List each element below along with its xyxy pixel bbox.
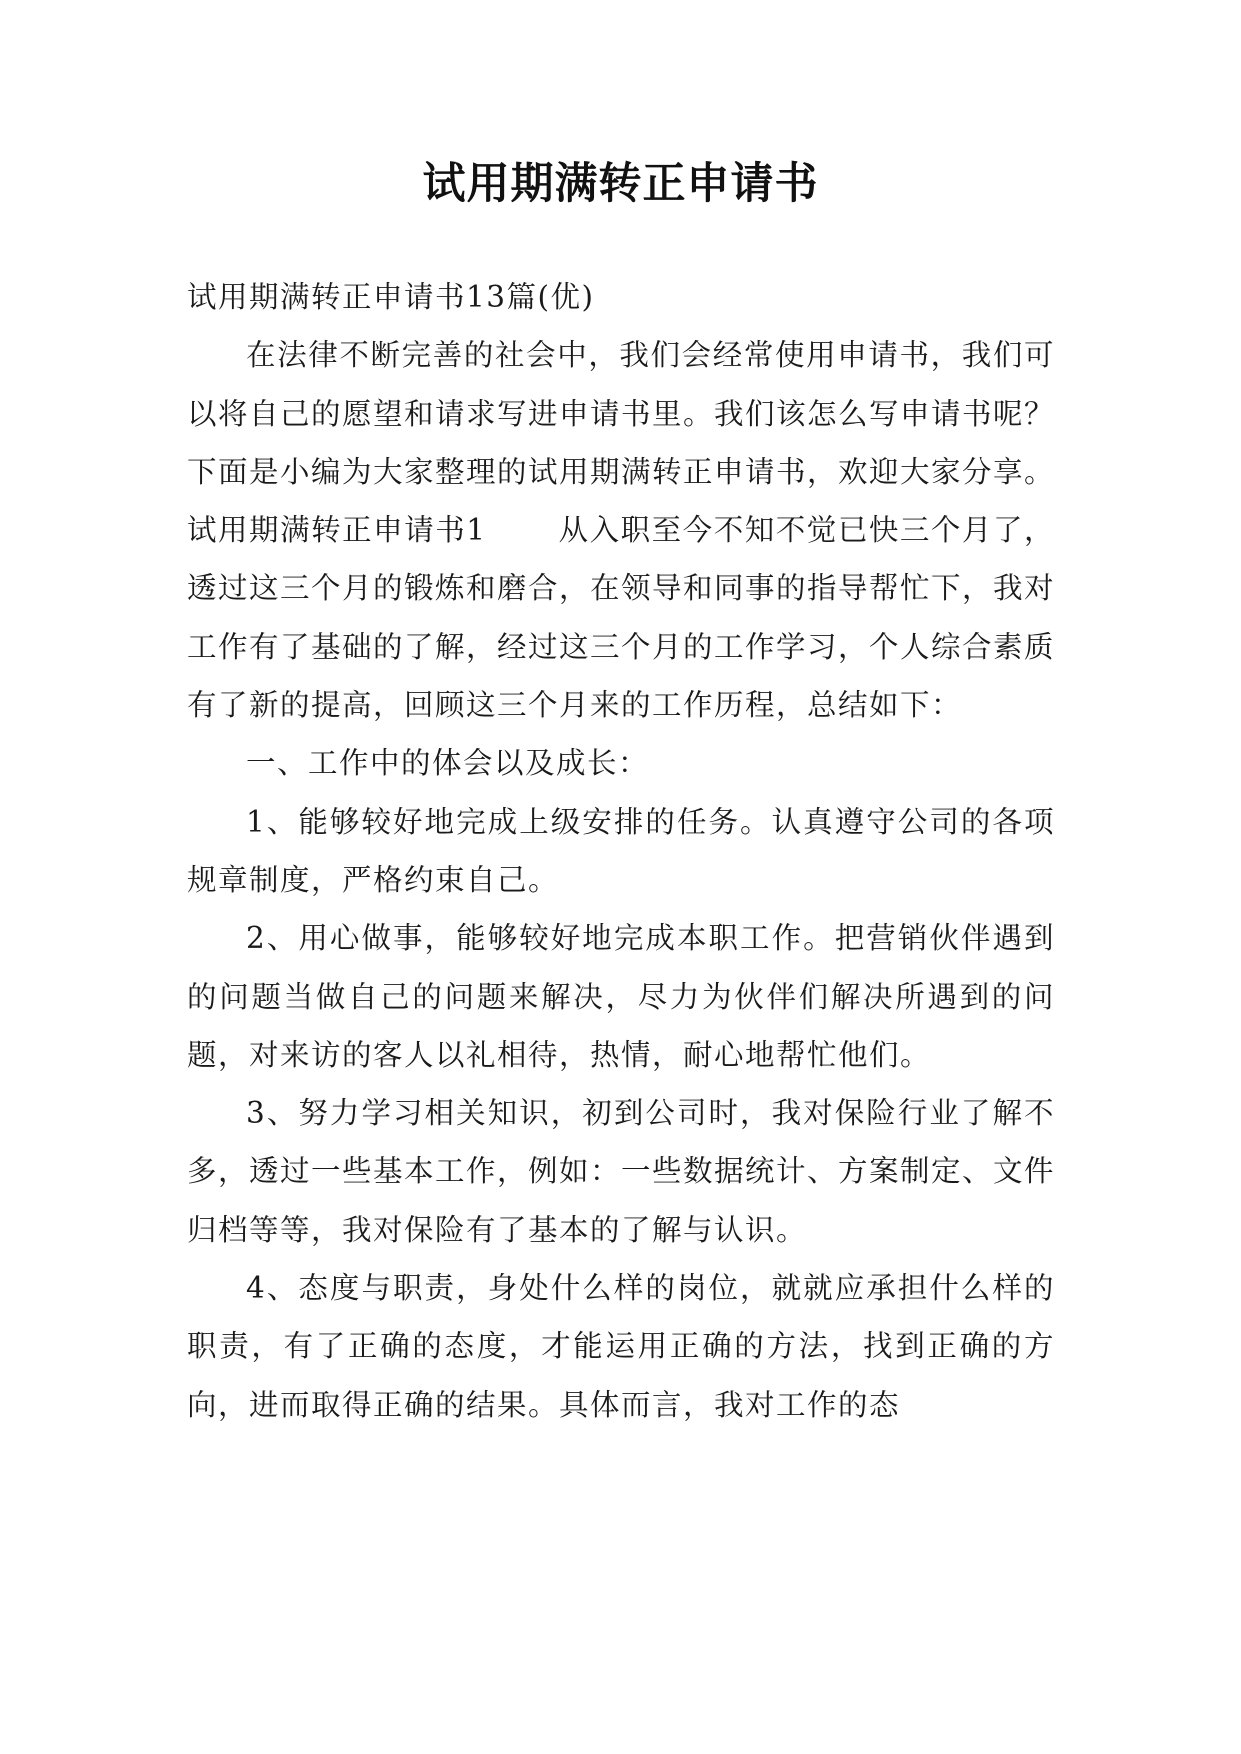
section-1-lead: 从入职至今不知不觉已快三个月了，透过这三个月的锻炼和磨合，在领导和同事的指导帮忙下，我对工作有了基础的了解，经过这三个月的工作学习，个人综合素质有了新的提高，回顾这三个月来的工作历程，总结如下： (187, 513, 1056, 723)
item-2-paragraph: 2、用心做事，能够较好地完成本职工作。把营销伙伴遇到的问题当做自己的问题来解决，尽力为伙伴们解决所遇到的问题，对来访的客人以礼相待，热情，耐心地帮忙他们。 (187, 921, 1055, 1072)
document-title: 试用期满转正申请书 (422, 159, 819, 209)
item-4-paragraph: 4、态度与职责，身处什么样的岗位，就就应承担什么样的职责，有了正确的态度，才能运用正确的方法，找到正确的方向，进而取得正确的结果。具体而言，我对工作的态 (187, 1271, 1055, 1422)
document-subtitle: 试用期满转正申请书13篇(优) (187, 280, 595, 314)
document-body (187, 268, 1055, 1434)
item-3-paragraph: 3、努力学习相关知识，初到公司时，我对保险行业了解不多，透过一些基本工作，例如：一些数据统计、方案制定、文件归档等等，我对保险有了基本的了解与认识。 (187, 1096, 1056, 1247)
item-1-paragraph: 1、能够较好地完成上级安排的任务。认真遵守公司的各项规章制度，严格约束自己。 (187, 804, 1055, 897)
section-1-paragraph (187, 501, 1055, 734)
section-1-heading: 试用期满转正申请书1 (187, 513, 487, 548)
intro-paragraph: 在法律不断完善的社会中，我们会经常使用申请书，我们可以将自己的愿望和请求写进申请书里。我们该怎么写申请书呢？下面是小编为大家整理的试用期满转正申请书，欢迎大家分享。 (187, 338, 1056, 489)
part-1-heading: 一、工作中的体会以及成长： (246, 746, 650, 781)
